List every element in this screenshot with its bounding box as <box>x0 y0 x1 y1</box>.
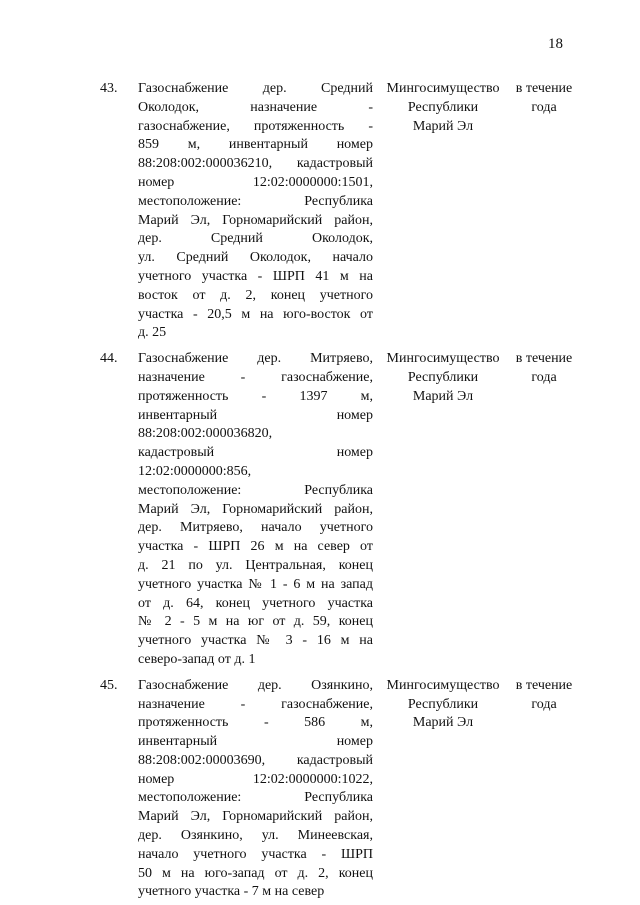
description-line: инвентарный номер <box>138 407 373 423</box>
description-line: дер. Митряево, начало учетного <box>138 520 373 536</box>
entry-term <box>509 350 579 388</box>
description-line: учетного участка № 1 - 6 м на запад <box>138 576 373 592</box>
entries-list <box>100 80 580 902</box>
owner-line: Республики <box>407 99 479 115</box>
description-line: Околодок, назначение - <box>138 99 373 115</box>
description-line: дер. Средний Околодок, <box>138 231 373 247</box>
owner-line: Мингосимущество <box>386 351 500 367</box>
entry-number: 45. <box>100 677 118 693</box>
description-line: 12:02:0000000:856, <box>138 463 252 479</box>
description-line: 88:208:002:000036210, кадастровый <box>138 156 373 172</box>
description-line: 88:208:002:00003690, кадастровый <box>138 752 373 768</box>
description-line: Марий Эл, Горномарийский район, <box>138 212 373 228</box>
description-line: 859 м, инвентарный номер <box>138 137 373 153</box>
description-line: д. 21 по ул. Центральная, конец <box>138 557 373 573</box>
entry-owner <box>379 80 507 136</box>
term-line: в течение <box>515 677 573 693</box>
description-line: № 2 - 5 м на юг от д. 59, конец <box>138 614 373 630</box>
description-line: учетного участка - ШРП 41 м на <box>138 268 373 284</box>
description-line: Марий Эл, Горномарийский район, <box>138 501 373 517</box>
description-line: учетного участка № 3 - 16 м на <box>138 633 373 649</box>
description-line: начало учетного участка - ШРП <box>138 846 373 862</box>
owner-line: Марий Эл <box>412 715 474 731</box>
term-line: в течение <box>515 81 573 96</box>
description-line: участка - 20,5 м на юго-восток от <box>138 306 373 322</box>
description-line: протяженность - 1397 м, <box>138 388 373 404</box>
owner-line: Мингосимущество <box>386 677 500 693</box>
term-line: года <box>531 696 557 712</box>
entry-owner <box>379 350 507 406</box>
list-item <box>100 80 580 343</box>
description-line: Газоснабжение дер. Средний <box>138 81 373 96</box>
entry-term <box>509 80 579 118</box>
entry-number: 43. <box>100 81 118 96</box>
page-number: 18 <box>548 36 563 52</box>
description-line: от д. 64, конец учетного участка <box>138 595 373 611</box>
entry-description <box>138 80 373 343</box>
term-line: в течение <box>515 351 573 367</box>
description-line: учетного участка - 7 м на север <box>138 884 325 900</box>
term-line: года <box>531 99 557 115</box>
description-line: д. 25 <box>138 325 167 341</box>
owner-line: Марий Эл <box>412 388 474 404</box>
description-line: Газоснабжение дер. Митряево, <box>138 351 373 367</box>
entry-owner <box>379 677 507 733</box>
owner-line: Мингосимущество <box>386 81 500 96</box>
description-line: номер 12:02:0000000:1022, <box>138 771 373 787</box>
description-line: номер 12:02:0000000:1501, <box>138 174 373 190</box>
description-line: Газоснабжение дер. Озянкино, <box>138 677 373 693</box>
owner-line: Марий Эл <box>412 118 474 134</box>
description-line: местоположение: Республика <box>138 482 373 498</box>
owner-line: Республики <box>407 369 479 385</box>
description-line: газоснабжение, протяженность - <box>138 118 373 134</box>
list-item <box>100 677 580 903</box>
description-line: Марий Эл, Горномарийский район, <box>138 809 373 825</box>
entry-description <box>138 350 373 670</box>
entry-term <box>509 677 579 715</box>
description-line: назначение - газоснабжение, <box>138 696 373 712</box>
description-line: восток от д. 2, конец учетного <box>138 287 373 303</box>
description-line: инвентарный номер <box>138 734 373 750</box>
description-line: участка - ШРП 26 м на север от <box>138 539 373 555</box>
description-line: ул. Средний Околодок, начало <box>138 250 373 266</box>
entry-number: 44. <box>100 351 118 367</box>
description-line: местоположение: Республика <box>138 193 373 209</box>
description-line: 50 м на юго-запад от д. 2, конец <box>138 865 373 881</box>
description-line: 88:208:002:000036820, <box>138 426 273 442</box>
description-line: кадастровый номер <box>138 445 373 461</box>
description-line: назначение - газоснабжение, <box>138 369 373 385</box>
description-line: северо-запад от д. 1 <box>138 651 256 667</box>
entry-description <box>138 677 373 903</box>
description-line: протяженность - 586 м, <box>138 715 373 731</box>
description-line: дер. Озянкино, ул. Минеевская, <box>138 828 373 844</box>
term-line: года <box>531 369 557 385</box>
description-line: местоположение: Республика <box>138 790 373 806</box>
list-item <box>100 350 580 670</box>
owner-line: Республики <box>407 696 479 712</box>
